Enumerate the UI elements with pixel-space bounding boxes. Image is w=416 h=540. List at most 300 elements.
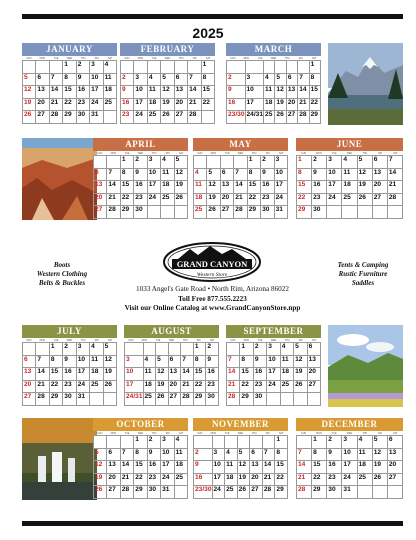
day-cell: 1 [310,61,321,74]
month-may [193,138,288,220]
day-cell: 3 [327,156,342,169]
day-cell: 15 [310,86,321,99]
empty-day-cell [388,486,403,499]
day-cell: 11 [104,74,117,87]
day-grid [93,436,188,499]
empty-day-cell [50,61,63,74]
day-cell: 28 [234,206,247,219]
day-cell: 6 [287,74,298,87]
day-cell: 8 [310,74,321,87]
day-grid [193,156,288,219]
day-grid [296,436,403,499]
month-august [124,325,219,407]
day-cell: 6 [23,356,36,369]
day-cell: 26 [161,111,174,124]
weekday-label: THU [284,57,290,60]
day-cell: 23/30 [227,111,246,124]
day-cell: 11 [342,169,357,182]
day-cell: 10 [275,169,288,182]
empty-day-cell [267,393,280,406]
day-cell: 3 [125,356,144,369]
day-cell: 9 [121,86,134,99]
day-cell: 14 [188,86,201,99]
day-cell: 9 [77,74,90,87]
weekday-label: FRI [265,152,270,155]
day-cell: 5 [23,74,36,87]
weekday-label: MON [141,339,148,342]
day-cell: 4 [281,343,294,356]
empty-day-cell [358,206,373,219]
month-october [93,418,188,500]
weekday-label: SAT [178,432,184,435]
weekday-label: WED [137,432,144,435]
day-cell: 26 [358,194,373,207]
day-cell: 4 [225,449,238,462]
waterfall-photo [22,418,97,500]
day-cell: 23 [148,474,161,487]
day-cell: 9 [327,449,342,462]
day-cell: 31 [161,486,174,499]
month-name: NOVEMBER [193,418,288,431]
day-cell: 24 [134,111,147,124]
empty-day-cell [156,343,169,356]
day-cell: 24 [213,486,226,499]
day-cell: 15 [202,86,215,99]
day-cell: 9 [194,461,213,474]
day-cell: 2 [227,74,246,87]
day-cell: 2 [63,343,76,356]
day-cell: 2 [134,156,147,169]
day-cell: 22 [275,474,288,487]
day-cell: 15 [312,461,327,474]
day-cell: 18 [90,368,103,381]
day-cell: 14 [181,368,194,381]
day-cell: 7 [181,356,194,369]
day-cell: 27 [373,194,388,207]
empty-day-cell [23,61,36,74]
day-cell: 23 [254,381,267,394]
day-cell: 30 [206,393,219,406]
day-cell: 26 [238,486,251,499]
day-cell: 16 [194,474,213,487]
day-cell: 7 [188,74,201,87]
weekday-label: MON [210,152,217,155]
day-cell: 24/31 [125,393,144,406]
weekday-label: TUE [124,432,130,435]
weekday-label: FRI [192,57,197,60]
day-cell: 19 [175,181,188,194]
day-cell: 14 [227,368,240,381]
weekday-label: THU [362,152,368,155]
day-cell: 6 [175,74,188,87]
day-cell: 16 [327,461,342,474]
logo-subtitle: Western Store [196,272,228,278]
day-cell: 23 [206,381,219,394]
weekday-label: THU [284,339,290,342]
empty-day-cell [373,206,388,219]
day-cell: 16 [134,181,147,194]
weekday-label: MON [110,432,117,435]
weekday-label: WED [237,432,244,435]
day-cell: 24 [161,474,174,487]
month-name: SEPTEMBER [226,325,321,338]
day-cell: 22 [63,99,76,112]
weekday-label: THU [251,432,257,435]
top-binding-strip [22,14,403,19]
ad-right-line: Tents & Camping [337,261,389,269]
day-cell: 20 [287,99,298,112]
day-cell: 6 [169,356,182,369]
day-cell: 13 [94,181,107,194]
day-cell: 20 [308,368,321,381]
day-cell: 20 [388,461,403,474]
day-cell: 22 [121,194,134,207]
day-cell: 13 [23,368,36,381]
day-cell: 3 [148,156,161,169]
day-cell: 14 [36,368,49,381]
day-cell: 14 [388,169,403,182]
weekday-label: MON [110,152,117,155]
day-cell: 5 [161,74,174,87]
day-cell: 15 [134,461,147,474]
day-cell: 30 [77,111,90,124]
empty-day-cell [207,156,220,169]
day-grid [93,156,188,219]
weekday-label: FRI [378,152,382,155]
day-cell: 21 [298,99,309,112]
day-cell: 23 [261,194,274,207]
day-cell: 13 [250,461,263,474]
empty-day-cell [294,393,307,406]
day-cell: 18 [144,381,157,394]
day-cell: 10 [77,356,90,369]
day-cell: 26 [373,474,388,487]
month-name: DECEMBER [296,418,403,431]
day-cell: 1 [134,436,147,449]
day-cell: 18 [194,194,207,207]
day-cell: 14 [121,461,134,474]
weekday-label: THU [251,152,257,155]
day-cell: 20 [175,99,188,112]
day-cell: 14 [234,181,247,194]
day-cell: 28 [298,111,309,124]
empty-day-cell [213,436,226,449]
empty-day-cell [194,436,213,449]
day-cell: 29 [134,486,147,499]
day-cell: 25 [148,111,161,124]
day-cell: 28 [50,111,63,124]
day-cell: 6 [107,449,120,462]
month-name: JULY [22,325,117,338]
day-cell: 7 [263,449,276,462]
day-grid [124,343,219,406]
day-cell: 1 [194,343,207,356]
day-cell: 14 [263,461,276,474]
weekday-label: FRI [378,432,382,435]
empty-day-cell [161,61,174,74]
day-cell: 2 [148,436,161,449]
day-cell: 24 [342,474,357,487]
day-cell: 16 [77,86,90,99]
day-grid [226,61,321,124]
day-cell: 12 [358,169,373,182]
day-cell: 3 [90,61,103,74]
day-cell: 8 [50,356,63,369]
day-cell: 19 [94,474,107,487]
day-cell: 2 [254,343,267,356]
empty-day-cell [134,61,147,74]
weekday-label: WED [168,339,175,342]
month-name: MAY [193,138,288,151]
month-april [93,138,188,220]
month-name: FEBRUARY [120,43,215,56]
day-cell: 29 [297,206,312,219]
day-cell: 22 [248,194,261,207]
day-cell: 2 [194,449,213,462]
day-cell: 13 [308,356,321,369]
day-cell: 22 [202,99,215,112]
empty-day-cell [238,436,251,449]
day-cell: 18 [161,181,174,194]
weekday-label: SUN [128,339,134,342]
day-cell: 30 [134,206,147,219]
logo-title: GRAND CANYON [176,259,248,269]
empty-day-cell [250,436,263,449]
day-cell: 19 [373,461,388,474]
day-cell: 3 [342,436,357,449]
day-cell: 13 [221,181,234,194]
day-cell: 17 [161,461,174,474]
day-cell: 15 [275,461,288,474]
day-cell: 23 [77,99,90,112]
day-cell: 5 [238,449,251,462]
day-cell: 28 [297,486,312,499]
day-cell: 28 [388,194,403,207]
day-cell: 2 [77,61,90,74]
day-cell: 4 [342,156,357,169]
day-cell: 26 [23,111,36,124]
weekday-label: MON [39,339,46,342]
empty-day-cell [227,61,246,74]
day-cell: 15 [50,368,63,381]
ad-left-line: Belts & Buckles [38,279,86,287]
day-cell: 8 [121,169,134,182]
day-cell: 2 [261,156,274,169]
day-cell: 5 [94,449,107,462]
day-cell: 20 [107,474,120,487]
weekday-label: TUE [155,339,161,342]
empty-day-cell [23,343,36,356]
empty-day-cell [225,436,238,449]
day-cell: 23 [327,474,342,487]
day-cell: 7 [297,449,312,462]
day-cell: 23 [63,381,76,394]
empty-day-cell [121,436,134,449]
day-cell: 30 [312,206,327,219]
month-name: MARCH [226,43,321,56]
month-march [226,43,321,125]
weekday-label: THU [178,57,184,60]
day-cell: 25 [194,206,207,219]
day-cell: 11 [194,181,207,194]
day-cell: 10 [342,449,357,462]
day-cell: 28 [181,393,194,406]
day-cell: 21 [263,474,276,487]
day-cell: 25 [175,474,188,487]
day-cell: 10 [267,356,280,369]
day-cell: 21 [36,381,49,394]
day-cell: 13 [36,86,49,99]
day-cell: 29 [310,111,321,124]
day-cell: 22 [194,381,207,394]
day-cell: 9 [261,169,274,182]
day-cell: 11 [281,356,294,369]
month-june [296,138,403,220]
day-cell: 27 [175,111,188,124]
weekday-label: FRI [298,57,303,60]
day-cell: 26 [294,381,307,394]
day-cell: 17 [77,368,90,381]
weekday-label: WED [137,152,144,155]
day-cell: 28 [227,393,240,406]
day-cell: 10 [148,169,161,182]
day-cell: 19 [156,381,169,394]
day-cell: 28 [107,206,120,219]
day-cell: 31 [77,393,90,406]
weekday-label: TUE [224,432,230,435]
month-september [226,325,321,407]
day-cell: 24/31 [246,111,265,124]
weekday-label: TUE [224,152,230,155]
day-cell: 20 [221,194,234,207]
day-cell: 25 [144,393,157,406]
day-cell: 27 [250,486,263,499]
ad-right-line: Rustic Furniture [338,270,388,278]
day-grid [120,61,215,124]
day-cell: 27 [23,393,36,406]
day-cell: 16 [121,99,134,112]
day-cell: 1 [275,436,288,449]
weekday-label: FRI [165,432,170,435]
ad-right-line: Saddles [351,279,375,287]
empty-day-cell [175,206,188,219]
day-cell: 21 [297,474,312,487]
weekday-label: SAT [178,152,184,155]
day-cell: 31 [342,486,357,499]
day-cell: 12 [294,356,307,369]
empty-day-cell [188,61,201,74]
day-cell: 22 [312,474,327,487]
day-cell: 3 [246,74,265,87]
empty-day-cell [144,343,157,356]
day-cell: 4 [175,436,188,449]
day-cell: 29 [194,393,207,406]
day-cell: 11 [148,86,161,99]
weekday-label: SUN [230,339,236,342]
weekday-label: MON [39,57,46,60]
day-cell: 20 [36,99,49,112]
day-cell: 29 [50,393,63,406]
day-cell: 15 [248,181,261,194]
day-cell: 18 [342,181,357,194]
month-july [22,325,117,407]
empty-day-cell [264,61,275,74]
day-cell: 26 [207,206,220,219]
day-cell: 1 [202,61,215,74]
day-cell: 9 [254,356,267,369]
store-phone: Toll Free 877.555.2223 [178,295,247,303]
day-cell: 26 [275,111,286,124]
day-cell: 8 [134,449,147,462]
day-cell: 8 [248,169,261,182]
weekday-label: FRI [165,152,170,155]
weekday-label: WED [237,152,244,155]
day-cell: 7 [121,449,134,462]
meadow-hills-photo [328,325,403,407]
day-cell: 25 [342,194,357,207]
day-cell: 22 [240,381,253,394]
weekday-label: TUE [53,339,59,342]
empty-day-cell [107,436,120,449]
day-cell: 1 [63,61,76,74]
day-cell: 5 [358,156,373,169]
weekday-label: THU [80,339,86,342]
day-cell: 4 [264,74,275,87]
weekday-label: MON [316,152,322,155]
day-cell: 9 [312,169,327,182]
day-cell: 19 [104,368,117,381]
day-cell: 13 [175,86,188,99]
day-cell: 29 [312,486,327,499]
day-cell: 5 [175,156,188,169]
empty-day-cell [161,206,174,219]
day-cell: 17 [327,181,342,194]
day-cell: 10 [327,169,342,182]
day-cell: 15 [121,181,134,194]
day-cell: 30 [148,486,161,499]
empty-day-cell [202,111,215,124]
day-cell: 15 [194,368,207,381]
day-cell: 3 [275,156,288,169]
day-cell: 11 [161,169,174,182]
empty-day-cell [275,61,286,74]
day-cell: 4 [194,169,207,182]
canyon-hoodoos-photo [22,138,97,220]
day-cell: 30 [254,393,267,406]
day-cell: 28 [188,111,201,124]
empty-day-cell [281,393,294,406]
empty-day-cell [342,206,357,219]
day-cell: 18 [104,86,117,99]
day-cell: 20 [23,381,36,394]
grand-canyon-logo [162,241,262,283]
day-cell: 21 [227,381,240,394]
day-cell: 6 [308,343,321,356]
day-cell: 18 [264,99,275,112]
day-cell: 18 [358,461,373,474]
day-cell: 27 [308,381,321,394]
day-cell: 19 [23,99,36,112]
day-cell: 5 [104,343,117,356]
day-cell: 7 [388,156,403,169]
calendar-year: 2025 [192,25,224,41]
weekday-label: SUN [97,152,103,155]
day-cell: 6 [221,169,234,182]
weekday-label: SUN [124,57,130,60]
day-cell: 11 [175,449,188,462]
day-cell: 2 [121,74,134,87]
day-cell: 29 [275,486,288,499]
